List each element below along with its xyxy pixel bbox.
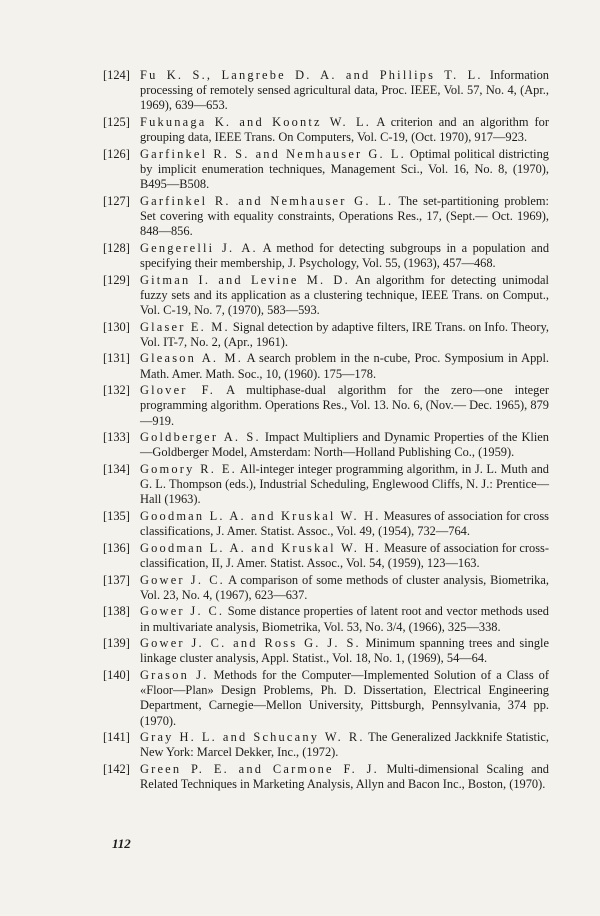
reference-text: Some distance properties of latent root and vector methods used in multivariate analysis, Biometrika, Vol. 53, No. 3/4, (1966), 325—338. [140,604,549,634]
reference-text: Minimum spanning trees and single linkage cluster analysis, Appl. Statist., Vol. 18, No. 1, (1969), 54—64. [140,636,549,666]
reference-authors: Gower J. C. [140,604,225,619]
reference-text: A criterion and an algorithm for grouping data, IEEE Trans. On Computers, Vol. C-19, (Oct. 1970), 917—923. [140,115,549,145]
reference-number: [132] [103,383,130,398]
reference-text: Information processing of remotely sensed agricultural data, Proc. IEEE, Vol. 57, No. 4, (Apr., 1969), 639—653. [140,68,550,113]
reference-authors: Gower J. C. [140,572,225,587]
reference-text: Multi-dimensional Scaling and Related Techniques in Marketing Analysis, Allyn and Bacon Inc., Boston, (1970). [140,761,549,792]
reference-text: A method for detecting subgroups in a population and specifying their membership, J. Psychology, Vol. 55, (1963), 457—468. [140,240,550,270]
reference-authors: Gitman I. and Levine M. D. [140,272,350,287]
reference-number: [137] [103,572,130,587]
reference-authors: Fu K. S., Langrebe D. A. and Phillips T. L. [140,68,483,82]
reference-number: [127] [103,193,130,208]
reference-entry [103,115,549,145]
reference-authors: Goodman L. A. and Kruskal W. H. [140,540,381,555]
reference-number: [130] [103,319,130,334]
reference-entry [103,509,549,539]
reference-entry [103,541,549,571]
reference-text: Signal detection by adaptive filters, IRE Trans. on Info. Theory, Vol. IT-7, No. 2, (Apr., 1961). [140,319,549,349]
reference-entry [103,241,549,271]
reference-entry [103,68,549,114]
reference-list [103,68,549,792]
reference-text: Optimal political districting by implicit enumeration techniques, Management Sci., Vol. 16, No. 8, (1970), B495—B508. [140,146,549,192]
reference-text: A multiphase-dual algorithm for the zero—one integer programming algorithm. Operations Res., Vol. 13. No. 6, (Nov.— Dec. 1965), 879—919. [140,383,549,428]
reference-entry [103,730,549,760]
reference-authors: Garfinkel R. S. and Nemhauser G. L. [140,146,406,161]
reference-authors: Glaser E. M. [140,319,230,334]
page-number: 112 [112,836,131,851]
reference-authors: Gleason A. M. [140,351,244,366]
reference-entry [103,194,549,240]
reference-number: [141] [103,730,130,745]
reference-authors: Goodman L. A. and Kruskal W. H. [140,508,381,523]
reference-number: [125] [103,115,130,129]
reference-number: [133] [103,430,130,445]
reference-authors: Garfinkel R. and Nemhauser G. L. [140,193,394,208]
reference-authors: Green P. E. and Carmone F. J. [140,761,379,776]
reference-number: [128] [103,240,130,255]
reference-number: [126] [103,146,130,161]
reference-text: The set-partitioning problem: Set covering with equality constraints, Operations Res., 17, (Sept.— Oct. 1969), 848—856. [140,193,549,239]
reference-authors: Gower J. C. and Ross G. J. S. [140,636,361,651]
reference-text: Measure of association for cross-classification, II, J. Amer. Statist. Assoc., Vol. 54, (1959), 123—163. [140,540,549,570]
reference-number: [136] [103,540,130,555]
reference-authors: Grason J. [140,667,209,682]
reference-entry [103,636,549,666]
reference-entry [103,147,549,193]
reference-authors: Glover F. [140,383,216,398]
reference-entry [103,668,549,729]
reference-number: [138] [103,604,130,619]
reference-entry [103,320,549,350]
reference-number: [131] [103,351,130,366]
reference-authors: Fukunaga K. and Koontz W. L. [140,115,372,129]
reference-entry [103,604,549,634]
reference-entry [103,383,549,429]
reference-entry [103,273,549,319]
reference-number: [129] [103,272,130,287]
reference-text: A comparison of some methods of cluster analysis, Biometrika, Vol. 23, No. 4, (1967), 623—637. [140,572,549,602]
reference-text: A search problem in the n-cube, Proc. Symposium in Appl. Math. Amer. Math. Soc., 10, (1960). 175—178. [140,351,549,381]
reference-authors: Gomory R. E. [140,461,237,476]
reference-number: [140] [103,667,130,682]
reference-entry [103,351,549,381]
reference-number: [142] [103,761,130,776]
reference-entry [103,430,549,460]
reference-entry [103,762,549,792]
reference-entry [103,462,549,508]
reference-text: All-integer integer programming algorithm, in J. L. Muth and G. L. Thompson (eds.), Industrial Scheduling, Englewood Cliffs, N. J.: Prentice—Hall (1963). [140,461,549,507]
reference-authors: Gengerelli J. A. [140,240,258,255]
reference-text: Impact Multipliers and Dynamic Properties of the Klien—Goldberger Model, Amsterdam: North—Holland Publishing Co., (1959). [140,430,549,460]
reference-number: [135] [103,508,130,523]
reference-number: [124] [103,68,130,82]
reference-number: [134] [103,461,130,476]
reference-text: An algorithm for detecting unimodal fuzzy sets and its application as a clustering technique, IEEE Trans. on Comput., Vol. C-19, No. 7, (1970), 583—593. [140,272,549,317]
reference-authors: Goldberger A. S. [140,430,261,445]
reference-text: Measures of association for cross classifications, J. Amer. Statist. Assoc., Vol. 49, (1954), 732—764. [140,508,549,539]
reference-entry [103,573,549,603]
reference-text: The Generalized Jackknife Statistic, New York: Marcel Dekker, Inc., (1972). [140,730,549,760]
reference-authors: Gray H. L. and Schucany W. R. [140,730,365,745]
reference-text: Methods for the Computer—Implemented Solution of a Class of «Floor—Plan» Design Problems, Ph. D. Dissertation, Electrical Engineering Department, Carnegie—Mellon University, Pittsburgh, Pennsylvania, 374 pp. (1970). [140,667,549,728]
reference-number: [139] [103,636,130,651]
